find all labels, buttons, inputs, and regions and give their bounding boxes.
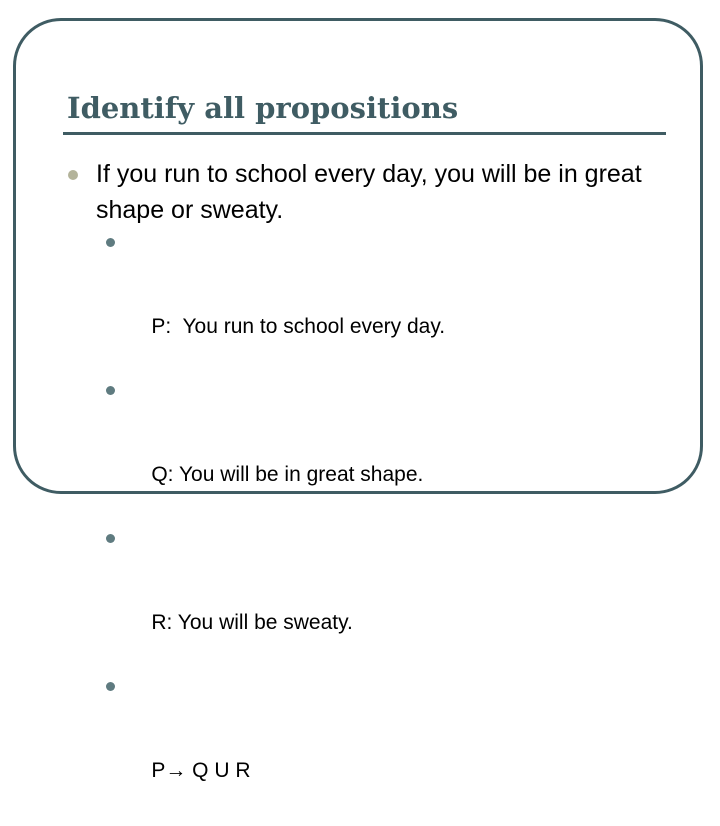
sub-point-p (106, 234, 445, 382)
slide-title: Identify all propositions (67, 91, 459, 125)
sub-point-list (106, 234, 445, 826)
sub-point-text: Q: You will be in great shape. (151, 463, 424, 486)
sub-point-text: P: You run to school every day. (151, 315, 446, 338)
sub-point-r (106, 530, 445, 678)
title-underline (63, 132, 666, 135)
sub-bullet-icon (106, 682, 115, 691)
sub-point-text: P→ Q U R (151, 759, 251, 782)
main-bullet-icon (68, 170, 78, 180)
main-point: If you run to school every day, you will be in great shape or sweaty. (96, 160, 642, 224)
sub-bullet-icon (106, 386, 115, 395)
sub-point-q (106, 382, 445, 530)
sub-point-implication (106, 678, 445, 826)
sub-bullet-icon (106, 534, 115, 543)
sub-bullet-icon (106, 238, 115, 247)
sub-point-text: R: You will be sweaty. (151, 611, 353, 634)
